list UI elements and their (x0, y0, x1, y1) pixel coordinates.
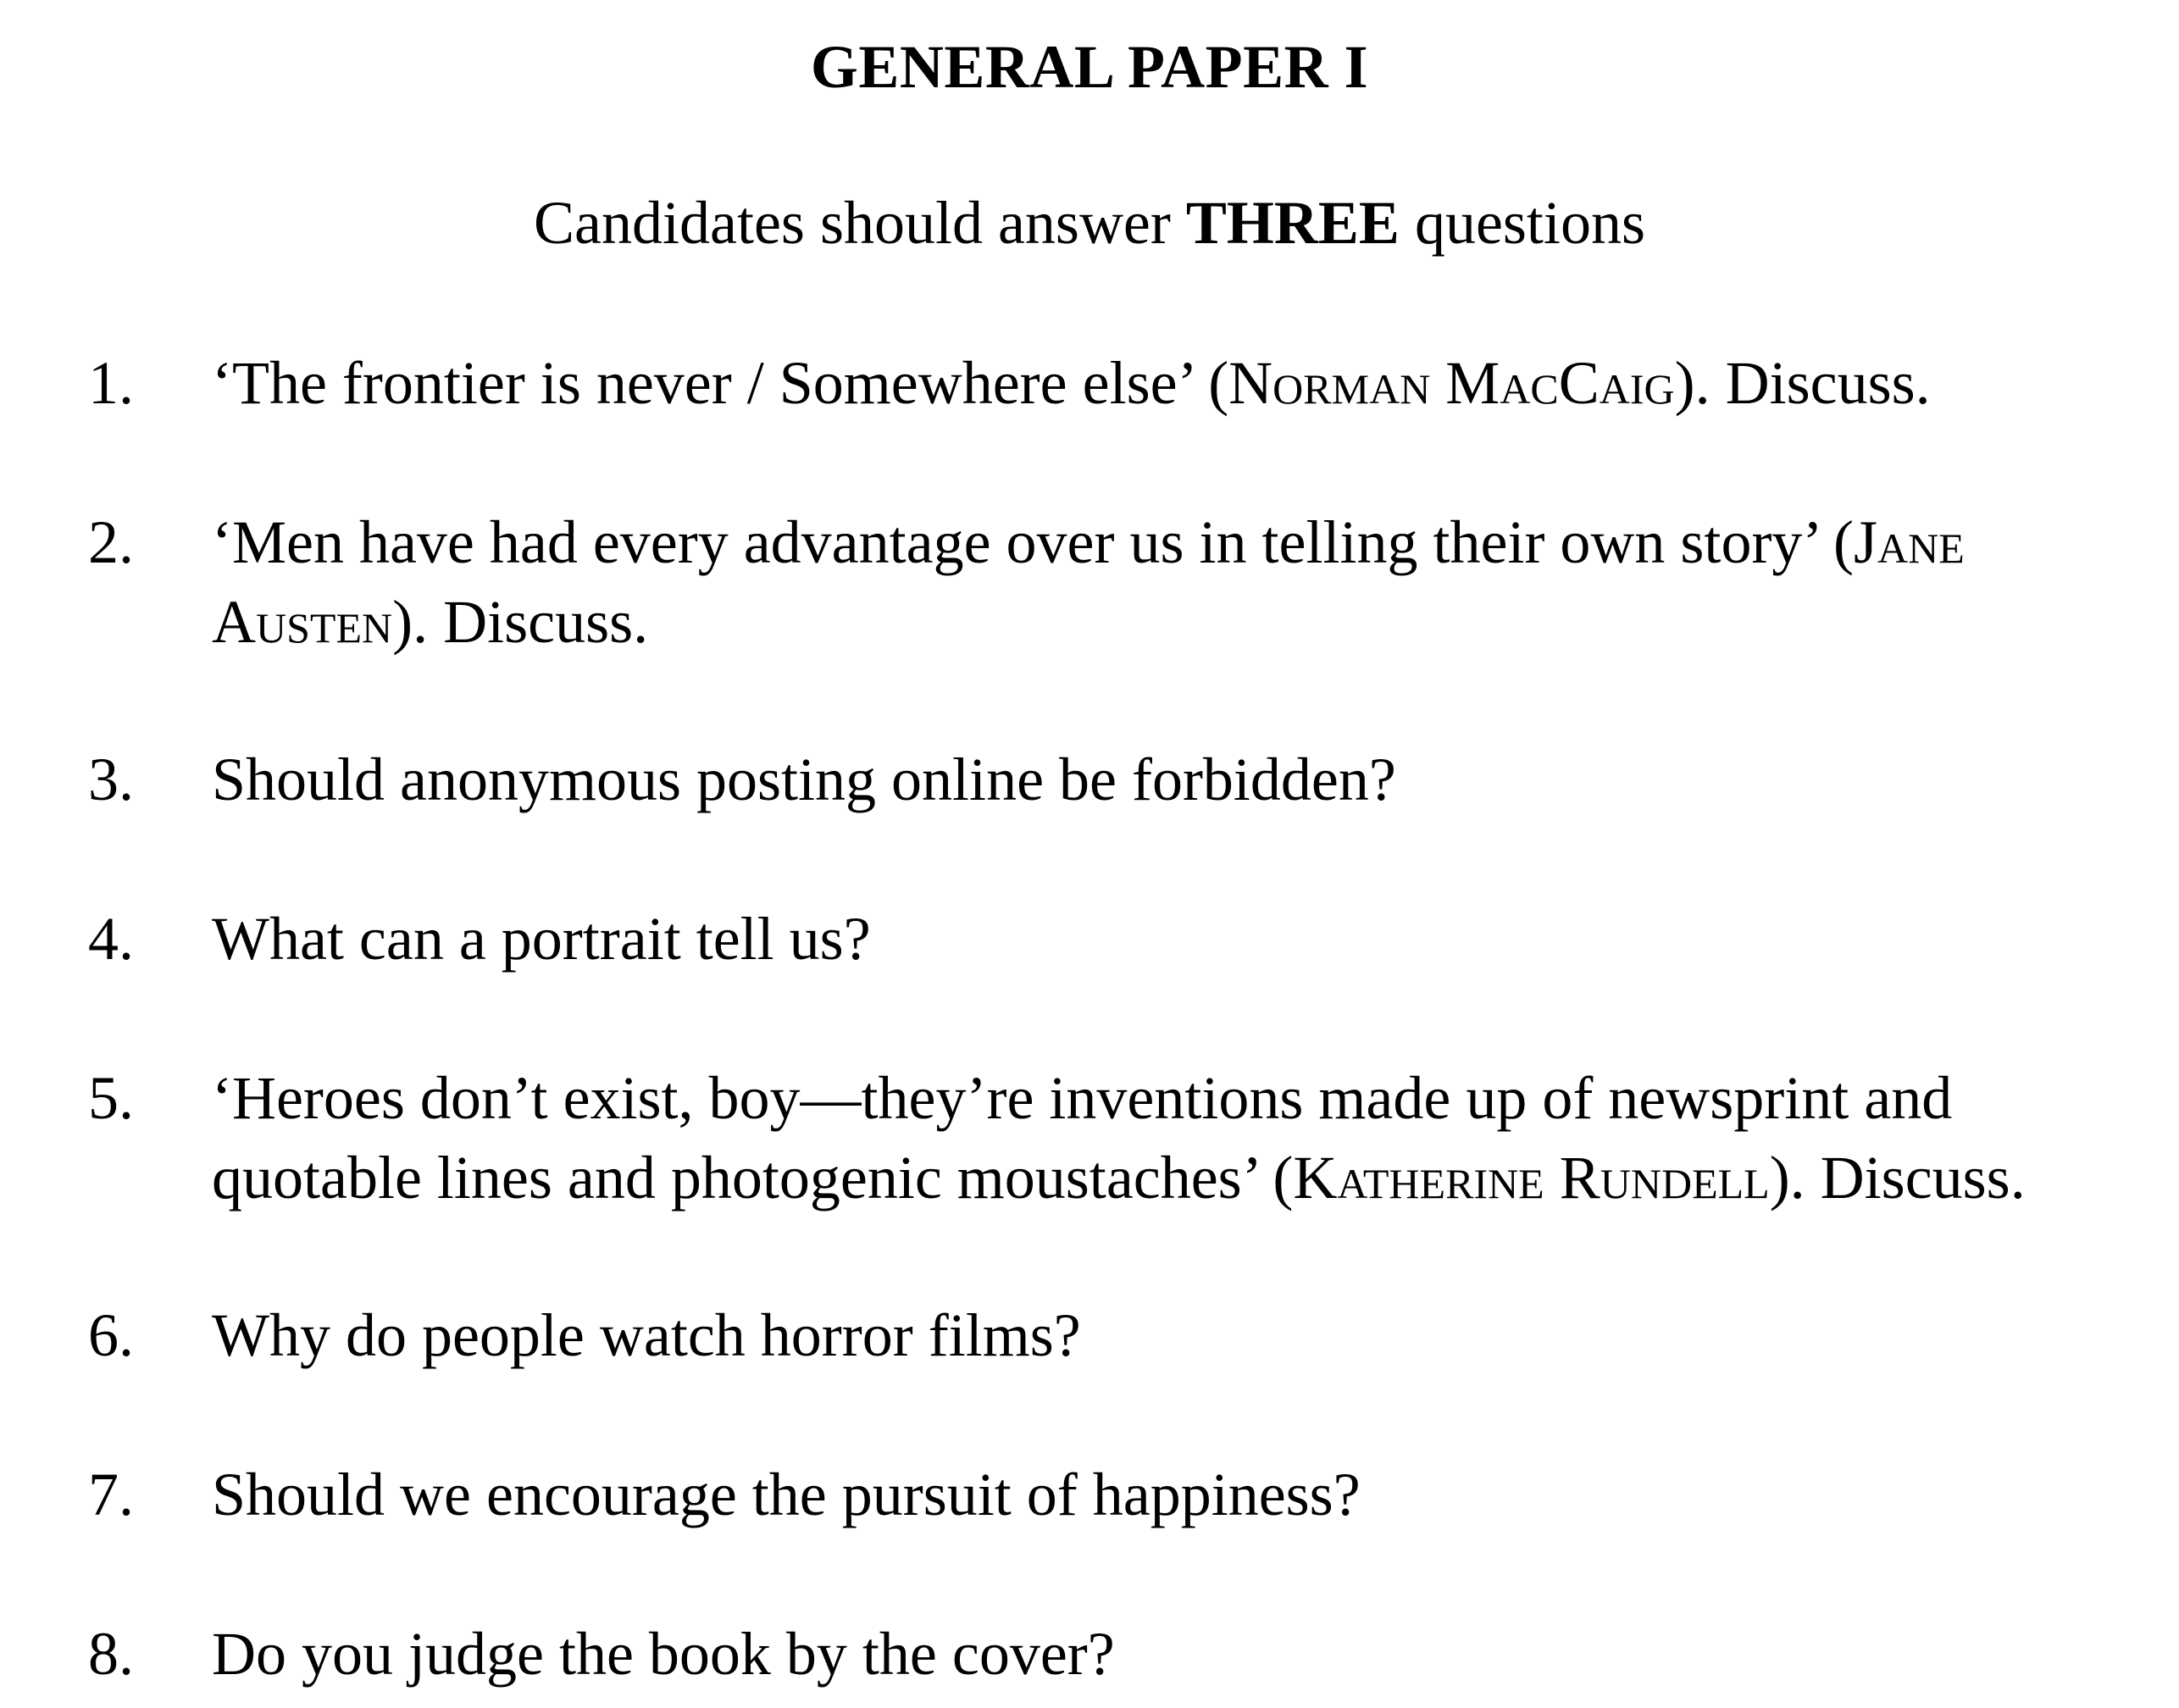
question-number: 1. (88, 349, 134, 417)
question-text-end: ). Discuss. (392, 588, 649, 656)
question-text (212, 1455, 2176, 1534)
question-number: 8. (88, 1620, 134, 1688)
question-text-start: What can a portrait tell us? (212, 905, 871, 973)
question-text-end: ). Discuss. (1769, 1144, 2026, 1212)
question-text (212, 1295, 2176, 1375)
question-text (212, 1058, 2176, 1217)
question-number: 2. (88, 508, 134, 576)
question-number: 5. (88, 1064, 134, 1132)
instruction-emphasis: THREE (1185, 189, 1400, 257)
question-number: 4. (88, 905, 134, 973)
question-text-start: Should anonymous posting online be forbidden? (212, 746, 1396, 813)
question-text-start: ‘The frontier is never / Somewhere else’ ( (212, 349, 1229, 417)
paper-title: GENERAL PAPER I (810, 33, 1369, 101)
question-number: 6. (88, 1301, 134, 1369)
question-text (212, 1614, 2176, 1694)
question-text-start: Should we encourage the pursuit of happiness? (212, 1461, 1361, 1528)
question-text (212, 899, 2176, 979)
question-number: 3. (88, 746, 134, 813)
question-text-start: Why do people watch horror films? (212, 1301, 1081, 1369)
question-number: 7. (88, 1461, 134, 1528)
quoted-author: Jane Austen (212, 508, 1965, 656)
question-text (212, 740, 2176, 819)
instruction-text-end: questions (1399, 189, 1645, 257)
question-text-start: ‘Heroes don’t exist, boy—they’re inventions made up of newsprint and quotable lines and photogenic moustaches’ ( (212, 1064, 1953, 1212)
instruction-text: Candidates should answer (534, 189, 1186, 257)
quoted-author: Katherine Rundell (1293, 1144, 1770, 1212)
question-text-end: ). Discuss. (1674, 349, 1931, 417)
quoted-author: Norman MacCaig (1228, 349, 1675, 417)
question-text-start: Do you judge the book by the cover? (212, 1620, 1115, 1688)
question-text-start: ‘Men have had every advantage over us in telling their own story’ ( (212, 508, 1855, 576)
question-text (212, 343, 2176, 423)
question-text (212, 502, 2176, 662)
instruction-line (0, 185, 2179, 261)
